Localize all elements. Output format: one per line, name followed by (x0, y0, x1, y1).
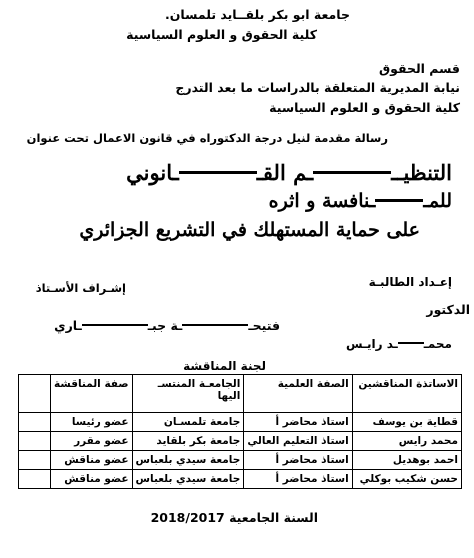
examiner-name: قطاية بن يوسف (352, 413, 461, 432)
examiner-role: عضو مناقش (51, 451, 132, 470)
thesis-title-line2 (269, 190, 452, 212)
empty-cell (19, 413, 51, 432)
academic-year: السنة الجامعية 2018/2017 (150, 510, 318, 525)
university-name: جامعة ابو بكر بلقــايد تلمسان. (165, 7, 350, 22)
thesis-title-line3: على حماية المستهلك في التشريع الجزائري (79, 219, 420, 241)
table-row (19, 451, 462, 470)
kashida-stroke (375, 199, 399, 202)
header-university: الجامعـة المنتسـ اليها (132, 375, 244, 413)
committee-title: لجنة المناقشة (183, 359, 266, 373)
kashida-stroke (182, 324, 248, 326)
doctor-label: الدكتور (426, 302, 470, 317)
empty-cell (19, 451, 51, 470)
header-examiners: الاساتذة المناقشين (352, 375, 461, 413)
title-segment: للمـ (423, 190, 452, 212)
directorate-name: نيابة المديرية المتعلقة بالدراسات ما بعد التدرج (175, 80, 460, 95)
examiner-name: حسن شكيب بوكلي (352, 470, 461, 489)
thesis-intro: رسالة مقدمة لنيل درجة الدكتوراه في قانون الاعمال تحت عنوان (26, 131, 388, 145)
prepared-by-label: إعـداد الطالبـة (368, 275, 452, 289)
name-segment: محمـ (423, 337, 452, 351)
title-segment: ـانوني (126, 160, 179, 185)
department-name: قسم الحقوق (378, 61, 460, 76)
thesis-title-line1 (126, 160, 452, 185)
name-segment: ـة جبـ (147, 318, 183, 333)
table-row (19, 470, 462, 489)
name-segment: ـد رايـس (345, 337, 398, 351)
name-segment: فتيحـ (248, 318, 280, 333)
committee-table (18, 374, 462, 489)
name-segment: ـاري (54, 318, 82, 333)
faculty-name: كلية الحقوق و العلوم السياسية (126, 27, 317, 42)
examiner-name: احمد بوهديل (352, 451, 461, 470)
committee-header-row (19, 375, 462, 413)
examiner-rank: استاذ محاضر أ (244, 413, 352, 432)
title-segment: التنظيــ (391, 160, 452, 185)
kashida-stroke (313, 171, 391, 174)
table-row (19, 413, 462, 432)
examiner-name: محمد رايس (352, 432, 461, 451)
examiner-role: عضو رئيسا (51, 413, 132, 432)
header-role: صفة المناقشة (51, 375, 132, 413)
examiner-rank: استاذ محاضر أ (244, 470, 352, 489)
examiner-university: جامعة تلمسـان (132, 413, 244, 432)
examiner-role: عضو مناقش (51, 470, 132, 489)
examiner-rank: استاذ محاضر أ (244, 451, 352, 470)
student-name (54, 318, 280, 333)
empty-cell (19, 470, 51, 489)
empty-cell (19, 432, 51, 451)
kashida-stroke (179, 171, 257, 174)
header-empty (19, 375, 51, 413)
table-row (19, 432, 462, 451)
advisor-name (346, 337, 452, 351)
kashida-stroke (398, 342, 424, 344)
title-segment: ـم القـ (256, 160, 314, 185)
examiner-university: جامعة سيدي بلعباس (132, 470, 244, 489)
kashida-stroke (82, 324, 148, 326)
supervised-by-label: إشـراف الأسـتاذ (35, 281, 126, 295)
examiner-role: عضو مقرر (51, 432, 132, 451)
faculty-affiliation: كلية الحقوق و العلوم السياسية (269, 100, 460, 115)
header-rank: الصفة العلمية (244, 375, 352, 413)
examiner-university: جامعة سيدي بلعباس (132, 451, 244, 470)
kashida-stroke (399, 199, 423, 202)
examiner-university: جامعة بكر بلقايد (132, 432, 244, 451)
examiner-rank: استاذ التعليم العالي (244, 432, 352, 451)
title-segment: ـنافسة و اثره (268, 190, 376, 212)
